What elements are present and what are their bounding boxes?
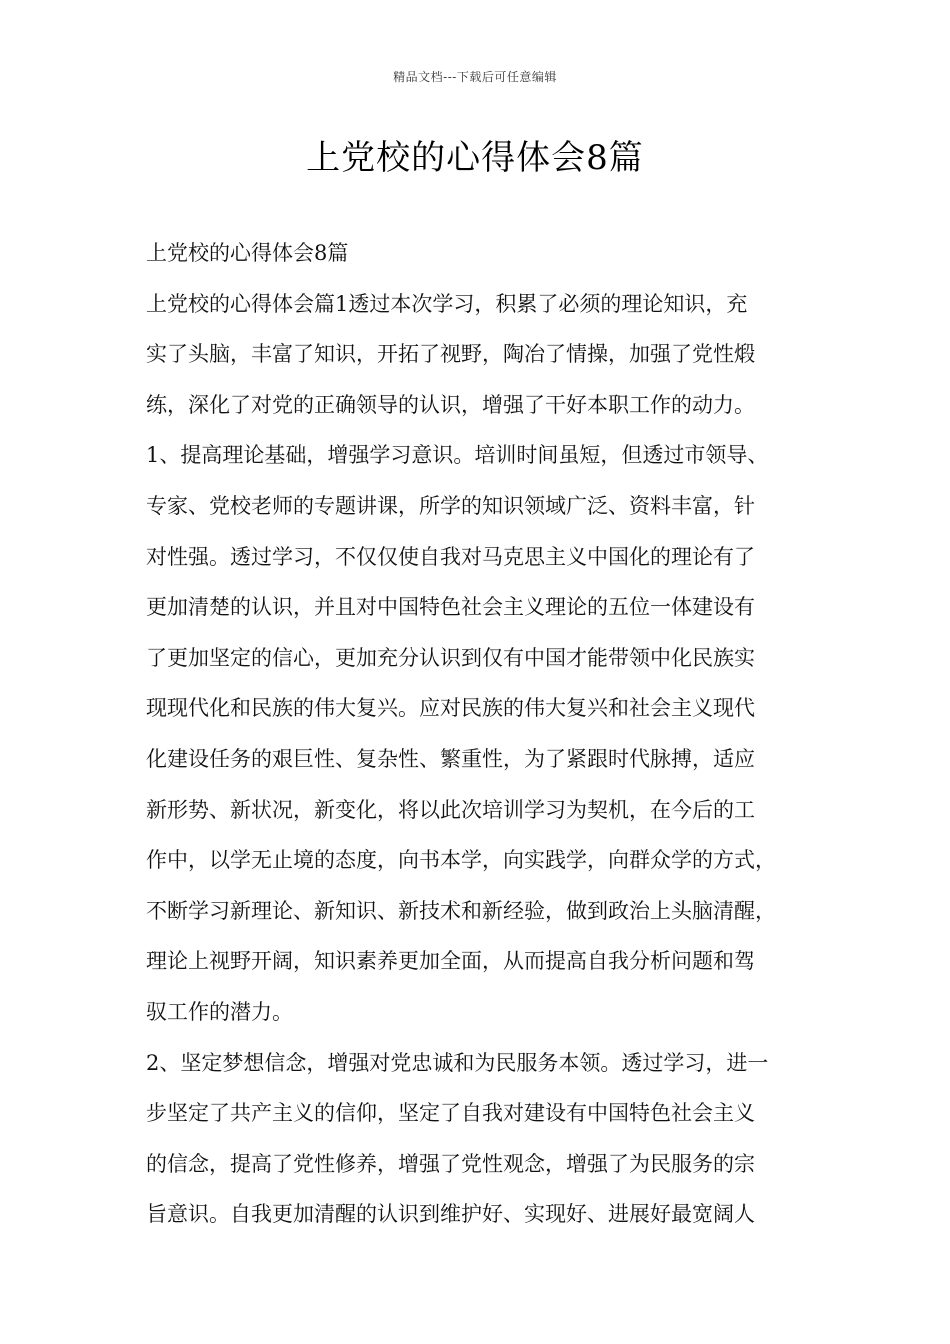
document-title: 上党校的心得体会8篇 xyxy=(306,138,644,178)
header-note: 精品文档---下载后可任意编辑 xyxy=(393,70,557,84)
body-line: 专家、党校老师的专题讲课，所学的知识领域广泛、资料丰富，针 xyxy=(146,493,755,518)
body-line: 旨意识。自我更加清醒的认识到维护好、实现好、进展好最宽阔人 xyxy=(146,1202,755,1227)
body-line: 的信念，提高了党性修养，增强了党性观念，增强了为民服务的宗 xyxy=(146,1151,755,1176)
body-line: 实了头脑，丰富了知识，开拓了视野，陶冶了情操，加强了党性煅 xyxy=(146,342,755,367)
body-line: 理论上视野开阔，知识素养更加全面，从而提高自我分析问题和驾 xyxy=(146,949,755,974)
body-line: 了更加坚定的信心，更加充分认识到仅有中国才能带领中化民族实 xyxy=(146,645,755,670)
body-line: 驭工作的潜力。 xyxy=(146,999,293,1024)
body-line: 步坚定了共产主义的信仰，坚定了自我对建设有中国特色社会主义 xyxy=(146,1101,755,1126)
body-line: 对性强。透过学习，不仅仅使自我对马克思主义中国化的理论有了 xyxy=(146,544,755,569)
body-line: 上党校的心得体会8篇 xyxy=(146,241,349,265)
body-line: 新形势、新状况，新变化，将以此次培训学习为契机，在今后的工 xyxy=(146,797,755,822)
body-line: 现现代化和民族的伟大复兴。应对民族的伟大复兴和社会主义现代 xyxy=(146,696,755,721)
body-line: 2、坚定梦想信念，增强对党忠诚和为民服务本领。透过学习，进一 xyxy=(146,1050,769,1075)
body-line: 化建设任务的艰巨性、复杂性、繁重性，为了紧跟时代脉搏，适应 xyxy=(146,746,755,771)
body-line: 更加清楚的认识，并且对中国特色社会主义理论的五位一体建设有 xyxy=(146,595,755,620)
document-body xyxy=(146,228,822,1240)
body-line: 练，深化了对党的正确领导的认识，增强了干好本职工作的动力。 xyxy=(146,392,755,417)
body-line: 上党校的心得体会篇1透过本次学习，积累了必须的理论知识，充 xyxy=(146,291,748,316)
body-line: 作中，以学无止境的态度，向书本学，向实践学，向群众学的方式， xyxy=(146,848,776,873)
body-line: 1、提高理论基础，增强学习意识。培训时间虽短，但透过市领导、 xyxy=(146,443,769,468)
body-line: 不断学习新理论、新知识、新技术和新经验，做到政治上头脑清醒， xyxy=(146,898,776,923)
